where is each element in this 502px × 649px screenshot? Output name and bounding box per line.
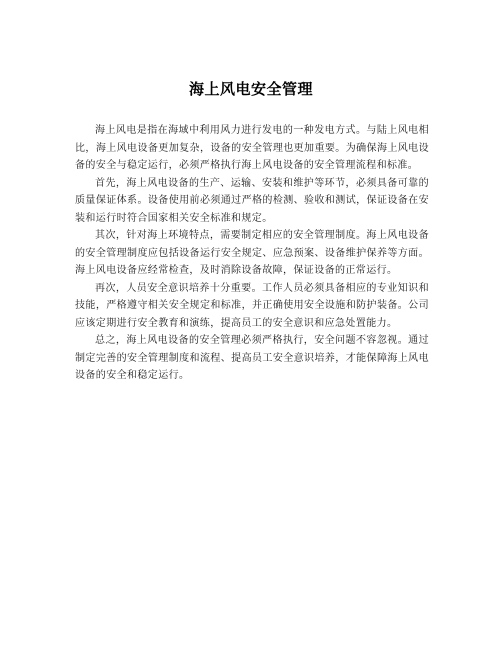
paragraph: 总之，海上风电设备的安全管理必须严格执行，安全问题不容忽视。通过制定完善的安全管理制度和流程、提高员工安全意识培养，才能保障海上风电设备的安全和稳定运行。 <box>75 335 429 381</box>
paragraph: 首先，海上风电设备的生产、运输、安装和维护等环节，必须具备可靠的质量保证体系。设备使用前必须通过严格的检测、验收和测试，保证设备在安装和运行时符合国家相关安全标准和规定。 <box>75 177 429 224</box>
paragraph: 再次，人员安全意识培养十分重要。工作人员必须具备相应的专业知识和技能，严格遵守相关安全规定和标准，并正确使用安全设施和防护装备。公司应该定期进行安全教育和演练，提高员工的安全意识和应急处置能力。 <box>75 282 429 329</box>
paragraph: 海上风电是指在海域中利用风力进行发电的一种发电方式。与陆上风电相比，海上风电设备更加复杂，设备的安全管理也更加重要。为确保海上风电设备的安全与稳定运行，必须严格执行海上风电设备的安全管理流程和标准。 <box>75 125 429 171</box>
document-body <box>75 122 429 385</box>
paragraph: 其次，针对海上环境特点，需要制定相应的安全管理制度。海上风电设备的安全管理制度应包括设备运行安全规定、应急预案、设备维护保养等方面。海上风电设备应经常检查，及时消除设备故障，保证设备的正常运行。 <box>75 230 429 276</box>
document-title: 海上风电安全管理 <box>188 80 313 98</box>
